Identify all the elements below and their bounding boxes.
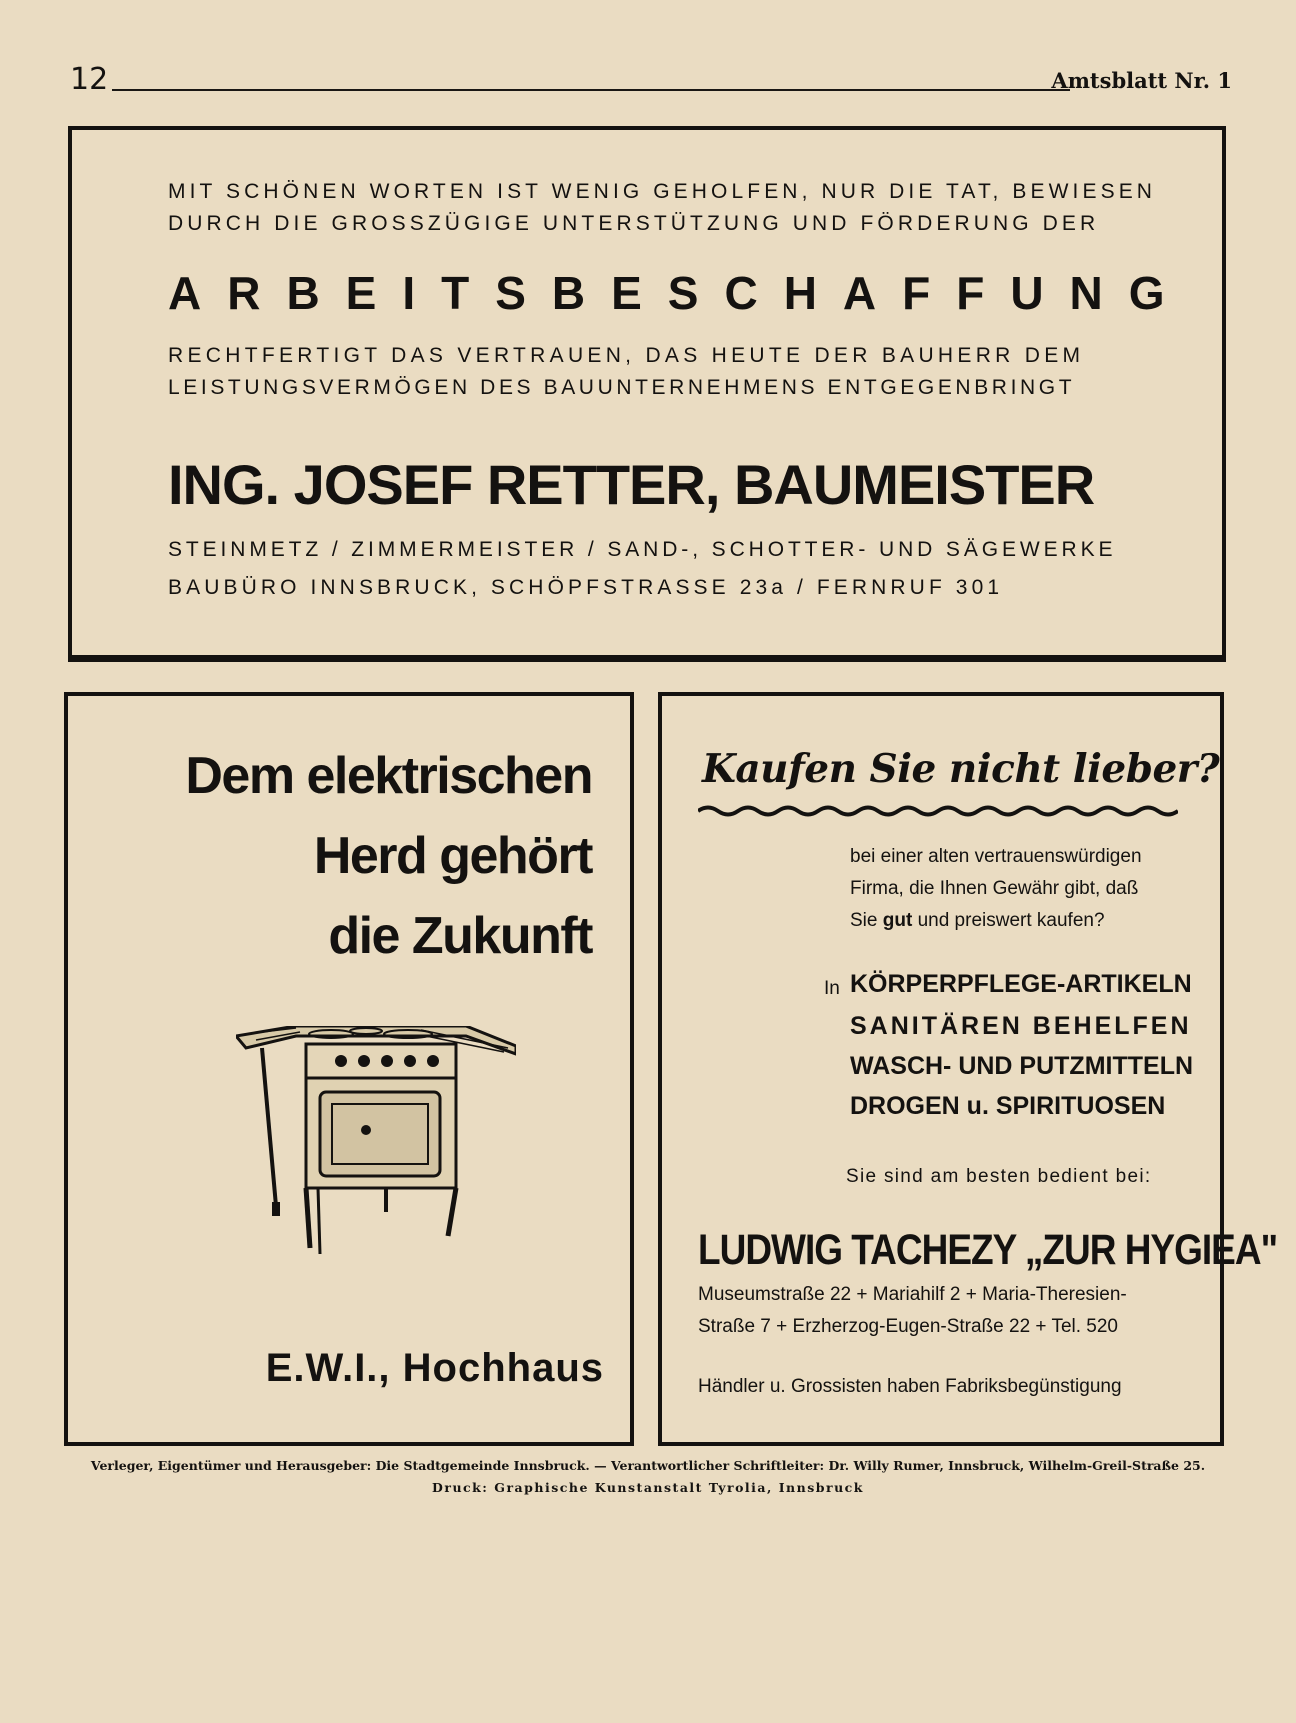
tachezy-body-1: bei einer alten vertrauenswürdigen — [850, 846, 1142, 867]
advertisement-tachezy — [658, 692, 1278, 1446]
tachezy-address-2: Straße 7 + Erzherzog-Eugen-Straße 22 + Tel. 520 — [698, 1316, 1118, 1337]
retter-headline: ARBEITSBESCHAFFUNG — [168, 267, 1191, 319]
ewi-heading-2: Herd gehört — [313, 827, 592, 885]
tachezy-firm-name: LUDWIG TACHEZY „ZUR HYGIEA" — [698, 1226, 1278, 1274]
retter-office: BAUBÜRO INNSBRUCK, SCHÖPFSTRASSE 23a / FERNRUF 301 — [168, 576, 1004, 599]
tachezy-note: Händler u. Grossisten haben Fabriksbegünstigung — [698, 1376, 1122, 1397]
tachezy-body-2: Firma, die Ihnen Gewähr gibt, daß — [850, 878, 1139, 899]
advertisement-retter — [68, 126, 1226, 662]
publication-title: Amtsblatt Nr. 1 — [1051, 68, 1232, 93]
tachezy-best-served: Sie sind am besten bedient bei: — [846, 1166, 1152, 1187]
body-3-emphasis: gut — [882, 910, 913, 931]
category-1: KÖRPERPFLEGE-ARTIKELN — [850, 970, 1192, 998]
page-header — [70, 62, 1232, 98]
ewi-footer: E.W.I., Hochhaus — [265, 1346, 604, 1390]
retter-trades: STEINMETZ / ZIMMERMEISTER / SAND-, SCHOTTER- UND SÄGEWERKE — [168, 538, 1117, 561]
retter-line-1: MIT SCHÖNEN WORTEN IST WENIG GEHOLFEN, NUR DIE TAT, BEWIESEN — [168, 180, 1157, 203]
tachezy-in: In — [824, 978, 840, 999]
tachezy-body-3 — [850, 910, 1105, 932]
electric-stove-illustration — [236, 1026, 516, 1266]
retter-line-2: DURCH DIE GROSSZÜGIGE UNTERSTÜTZUNG UND FÖRDERUNG DER — [168, 212, 1100, 235]
wave-divider — [698, 804, 1178, 818]
advertisement-ewi — [64, 692, 634, 1446]
ewi-heading-1: Dem elektrischen — [185, 747, 592, 805]
category-2: SANITÄREN BEHELFEN — [850, 1012, 1192, 1040]
retter-company: ING. JOSEF RETTER, BAUMEISTER — [168, 453, 1095, 516]
ewi-heading-3: die Zukunft — [328, 907, 592, 965]
category-3: WASCH- UND PUTZMITTELN — [850, 1052, 1194, 1080]
retter-line-4: RECHTFERTIGT DAS VERTRAUEN, DAS HEUTE DER BAUHERR DEM — [168, 344, 1085, 367]
tachezy-question: Kaufen Sie nicht lieber? — [702, 746, 1220, 792]
retter-line-5: LEISTUNGSVERMÖGEN DES BAUUNTERNEHMENS ENTGEGENBRINGT — [168, 376, 1076, 399]
page-number: 12 — [70, 62, 109, 97]
body-3-suffix: und preiswert kaufen? — [912, 910, 1105, 931]
body-3-prefix: Sie — [850, 910, 883, 931]
header-rule — [112, 89, 1070, 91]
imprint-line-2: Druck: Graphische Kunstanstalt Tyrolia, Innsbruck — [432, 1480, 864, 1495]
imprint-line-1: Verleger, Eigentümer und Herausgeber: Die Stadtgemeinde Innsbruck. — Verantwortlicher Schriftleiter: Dr. Willy Rumer, Innsbruck, Wilhelm-Greil-Straße 25. — [90, 1458, 1206, 1473]
tachezy-address-1: Museumstraße 22 + Mariahilf 2 + Maria-Theresien- — [698, 1284, 1127, 1305]
category-4: DROGEN u. SPIRITUOSEN — [850, 1092, 1166, 1120]
